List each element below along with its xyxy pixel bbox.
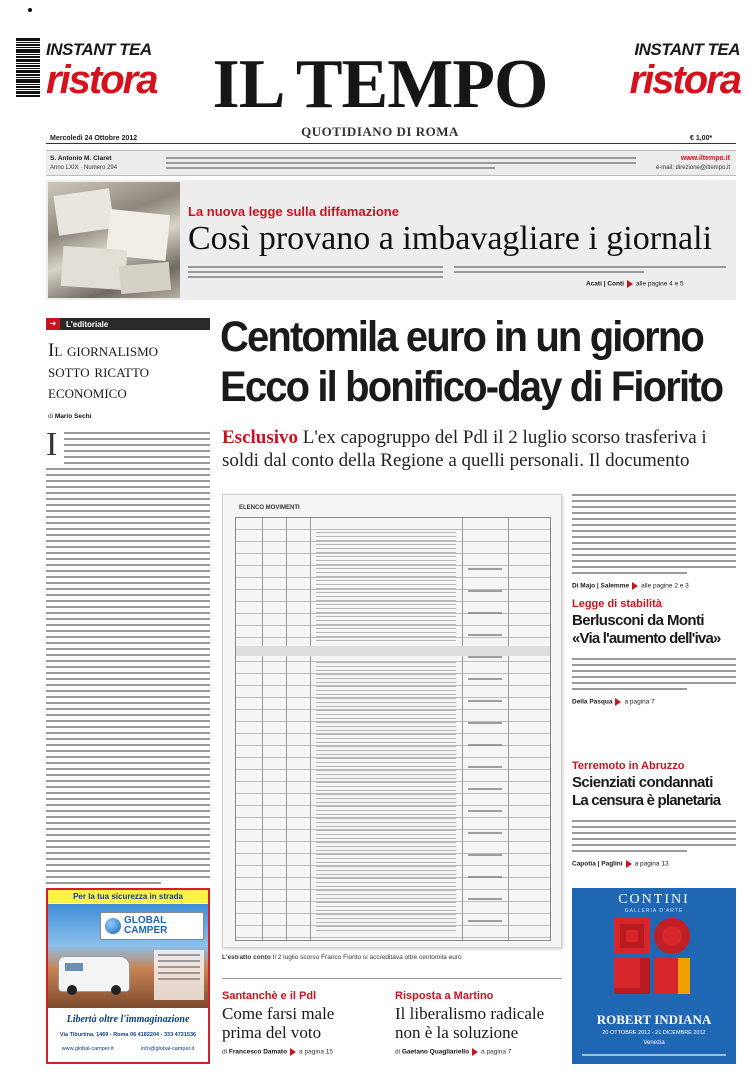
- stability-headline-2: «Via l'aumento dell'iva»: [572, 630, 721, 647]
- lead-deck-text: L'ex capogruppo del Pdl il 2 luglio scorso trasferiva i soldi dal conto della Regione a quelli personali. Il documento: [222, 427, 707, 471]
- lead-deck: [222, 426, 737, 472]
- lead-credit: Di Majo | Salemme: [572, 582, 630, 590]
- editorial-label-bar: [46, 318, 210, 330]
- lead-see[interactable]: alle pagine 2 e 3: [641, 582, 689, 590]
- bank-statement-image[interactable]: [222, 494, 562, 948]
- stability-credit: Della Pasqua: [572, 698, 613, 706]
- lead-headline-2[interactable]: Ecco il bonifico-day di Fiorito: [220, 363, 723, 411]
- stability-credit-line: [572, 698, 736, 706]
- art-ad-dates: 20 OTTOBRE 2012 - 21 DICEMBRE 2012: [602, 1030, 706, 1036]
- top-story-credit-line: [586, 280, 684, 288]
- camper-logo: [100, 912, 204, 940]
- corner-mark: [28, 8, 32, 12]
- quake-see[interactable]: a pagina 13: [634, 860, 669, 868]
- bottom-left-kicker: Santanchè e il Pdl: [222, 990, 317, 1002]
- top-story-band[interactable]: [46, 180, 736, 300]
- camper-slogan: Libertà oltre l'immaginazione: [66, 1014, 190, 1025]
- left-ad-line2: ristora: [46, 58, 157, 102]
- issue-number: Anno LXIX · Numero 294: [50, 165, 118, 171]
- editorial-dropcap: I: [46, 426, 58, 463]
- right-ad-line1: INSTANT TEA: [634, 40, 740, 59]
- quake-headline-2: La censura è planetaria: [572, 792, 721, 809]
- masthead-title: IL TEMPO: [212, 46, 548, 123]
- quake-story[interactable]: [572, 760, 736, 868]
- editorial-label: L'editoriale: [66, 319, 109, 329]
- caption-label: L'estratto conto: [222, 954, 271, 961]
- bottom-right-kicker: Risposta a Martino: [395, 990, 494, 1002]
- right-ad-box[interactable]: [628, 40, 740, 124]
- saint-of-day: S. Antonio M. Claret: [50, 155, 112, 162]
- camper-vehicle-image: [58, 956, 130, 992]
- camper-address: Via Tiburtina, 1469 - Roma 06 4182204 - 333 4721536: [59, 1032, 197, 1038]
- bottom-right-author: Gaetano Quagliariello: [401, 1048, 470, 1056]
- camper-globe-icon: [105, 918, 121, 934]
- issue-date: Mercoledì 24 Ottobre 2012: [50, 135, 138, 142]
- camper-ad[interactable]: [46, 888, 210, 1064]
- bottom-left-author: Francesco Damato: [228, 1048, 288, 1056]
- stability-see[interactable]: a pagina 7: [624, 698, 655, 706]
- masthead-subtitle: QUOTIDIANO DI ROMA: [301, 124, 459, 139]
- statement-title: ELENCO MOVIMENTI: [239, 505, 300, 511]
- bottom-left-see[interactable]: a pagina 15: [299, 1048, 334, 1056]
- email-link[interactable]: e-mail: direzione@iltempo.it: [655, 165, 730, 171]
- lead-exclusive: Esclusivo: [222, 427, 299, 448]
- newspapers-photo: [48, 182, 180, 298]
- editorial-body-text: [46, 468, 210, 884]
- bottom-left-story[interactable]: Santanchè e il Pdl Come farsi male prima del voto di Francesco Damato a pagina 15: [222, 990, 382, 1056]
- left-ad-line1: INSTANT TEA: [46, 40, 152, 59]
- caption-text: Il 2 luglio scorso Franco Fiorito si accreditava oltre centomila euro: [272, 954, 462, 961]
- quake-kicker: Terremoto in Abruzzo: [572, 760, 685, 772]
- lead-credit-line: [572, 582, 736, 590]
- stability-kicker: Legge di stabilità: [572, 598, 662, 610]
- top-story-text-left: [188, 266, 443, 278]
- quake-credit-line: [572, 860, 736, 868]
- art-ad-city: Venezia: [643, 1040, 665, 1046]
- bottom-right-headline: Il liberalismo radicale non è la soluzione: [395, 1004, 545, 1042]
- art-ad-subbrand: GALLERIA D'ARTE: [624, 908, 684, 914]
- top-story-text-right: [454, 266, 726, 273]
- statement-caption: [222, 954, 562, 961]
- top-story-headline: Così provano a imbavagliare i giornali: [188, 220, 713, 257]
- stability-story[interactable]: [572, 598, 736, 706]
- art-ad-brand: CONTINI: [618, 892, 690, 907]
- camper-web[interactable]: www.global-camper.it: [61, 1046, 114, 1052]
- right-ad-line2: ristora: [629, 58, 740, 102]
- camper-ad-top: Per la tua sicurezza in strada: [48, 890, 208, 903]
- issue-price: € 1,00*: [690, 135, 713, 142]
- quake-headline-1: Scienziati condannati: [572, 774, 713, 791]
- lead-text-column: [572, 494, 736, 590]
- camper-brand: GLOBAL CAMPER: [124, 915, 168, 936]
- art-ad[interactable]: [572, 888, 736, 1064]
- info-text: [166, 157, 636, 169]
- website-link[interactable]: www.iltempo.it: [680, 155, 730, 162]
- lead-headline-1[interactable]: Centomila euro in un giorno: [220, 313, 703, 361]
- bottom-right-story[interactable]: Risposta a Martino Il liberalismo radicale non è la soluzione di Gaetano Quagliariello a pagina 7: [395, 990, 563, 1056]
- bottom-right-see[interactable]: a pagina 7: [481, 1048, 512, 1056]
- stability-headline-1: Berlusconi da Monti: [572, 612, 704, 629]
- top-story-see[interactable]: alle pagine 4 e 5: [635, 280, 684, 288]
- statement-table: [235, 517, 551, 941]
- art-ad-artist: ROBERT INDIANA: [596, 1012, 712, 1027]
- top-story-kicker: La nuova legge sulla diffamazione: [188, 204, 399, 219]
- editorial-arrow-icon: ➜: [46, 318, 60, 330]
- masthead-rule: [46, 143, 736, 144]
- top-story-credit: Acati | Conti: [586, 280, 624, 288]
- barcode: [16, 38, 40, 116]
- info-band: [46, 150, 736, 176]
- editorial-body: [46, 426, 210, 464]
- quake-credit: Capotia | Paglini: [572, 860, 623, 868]
- camper-mail[interactable]: info@global-camper.it: [141, 1046, 195, 1052]
- bottom-rule: [222, 978, 562, 979]
- editorial-column[interactable]: ➜ L'editoriale Il giornalismo sotto ricatto economico di Mario Sechi I: [46, 318, 210, 868]
- bottom-left-headline: Come farsi male prima del voto: [222, 1004, 335, 1042]
- hope-sculpture-image: [614, 918, 694, 994]
- left-ad-box[interactable]: [46, 40, 158, 124]
- editorial-author: Mario Sechi: [54, 413, 92, 420]
- editorial-title: Il giornalismo sotto ricatto economico: [48, 340, 159, 403]
